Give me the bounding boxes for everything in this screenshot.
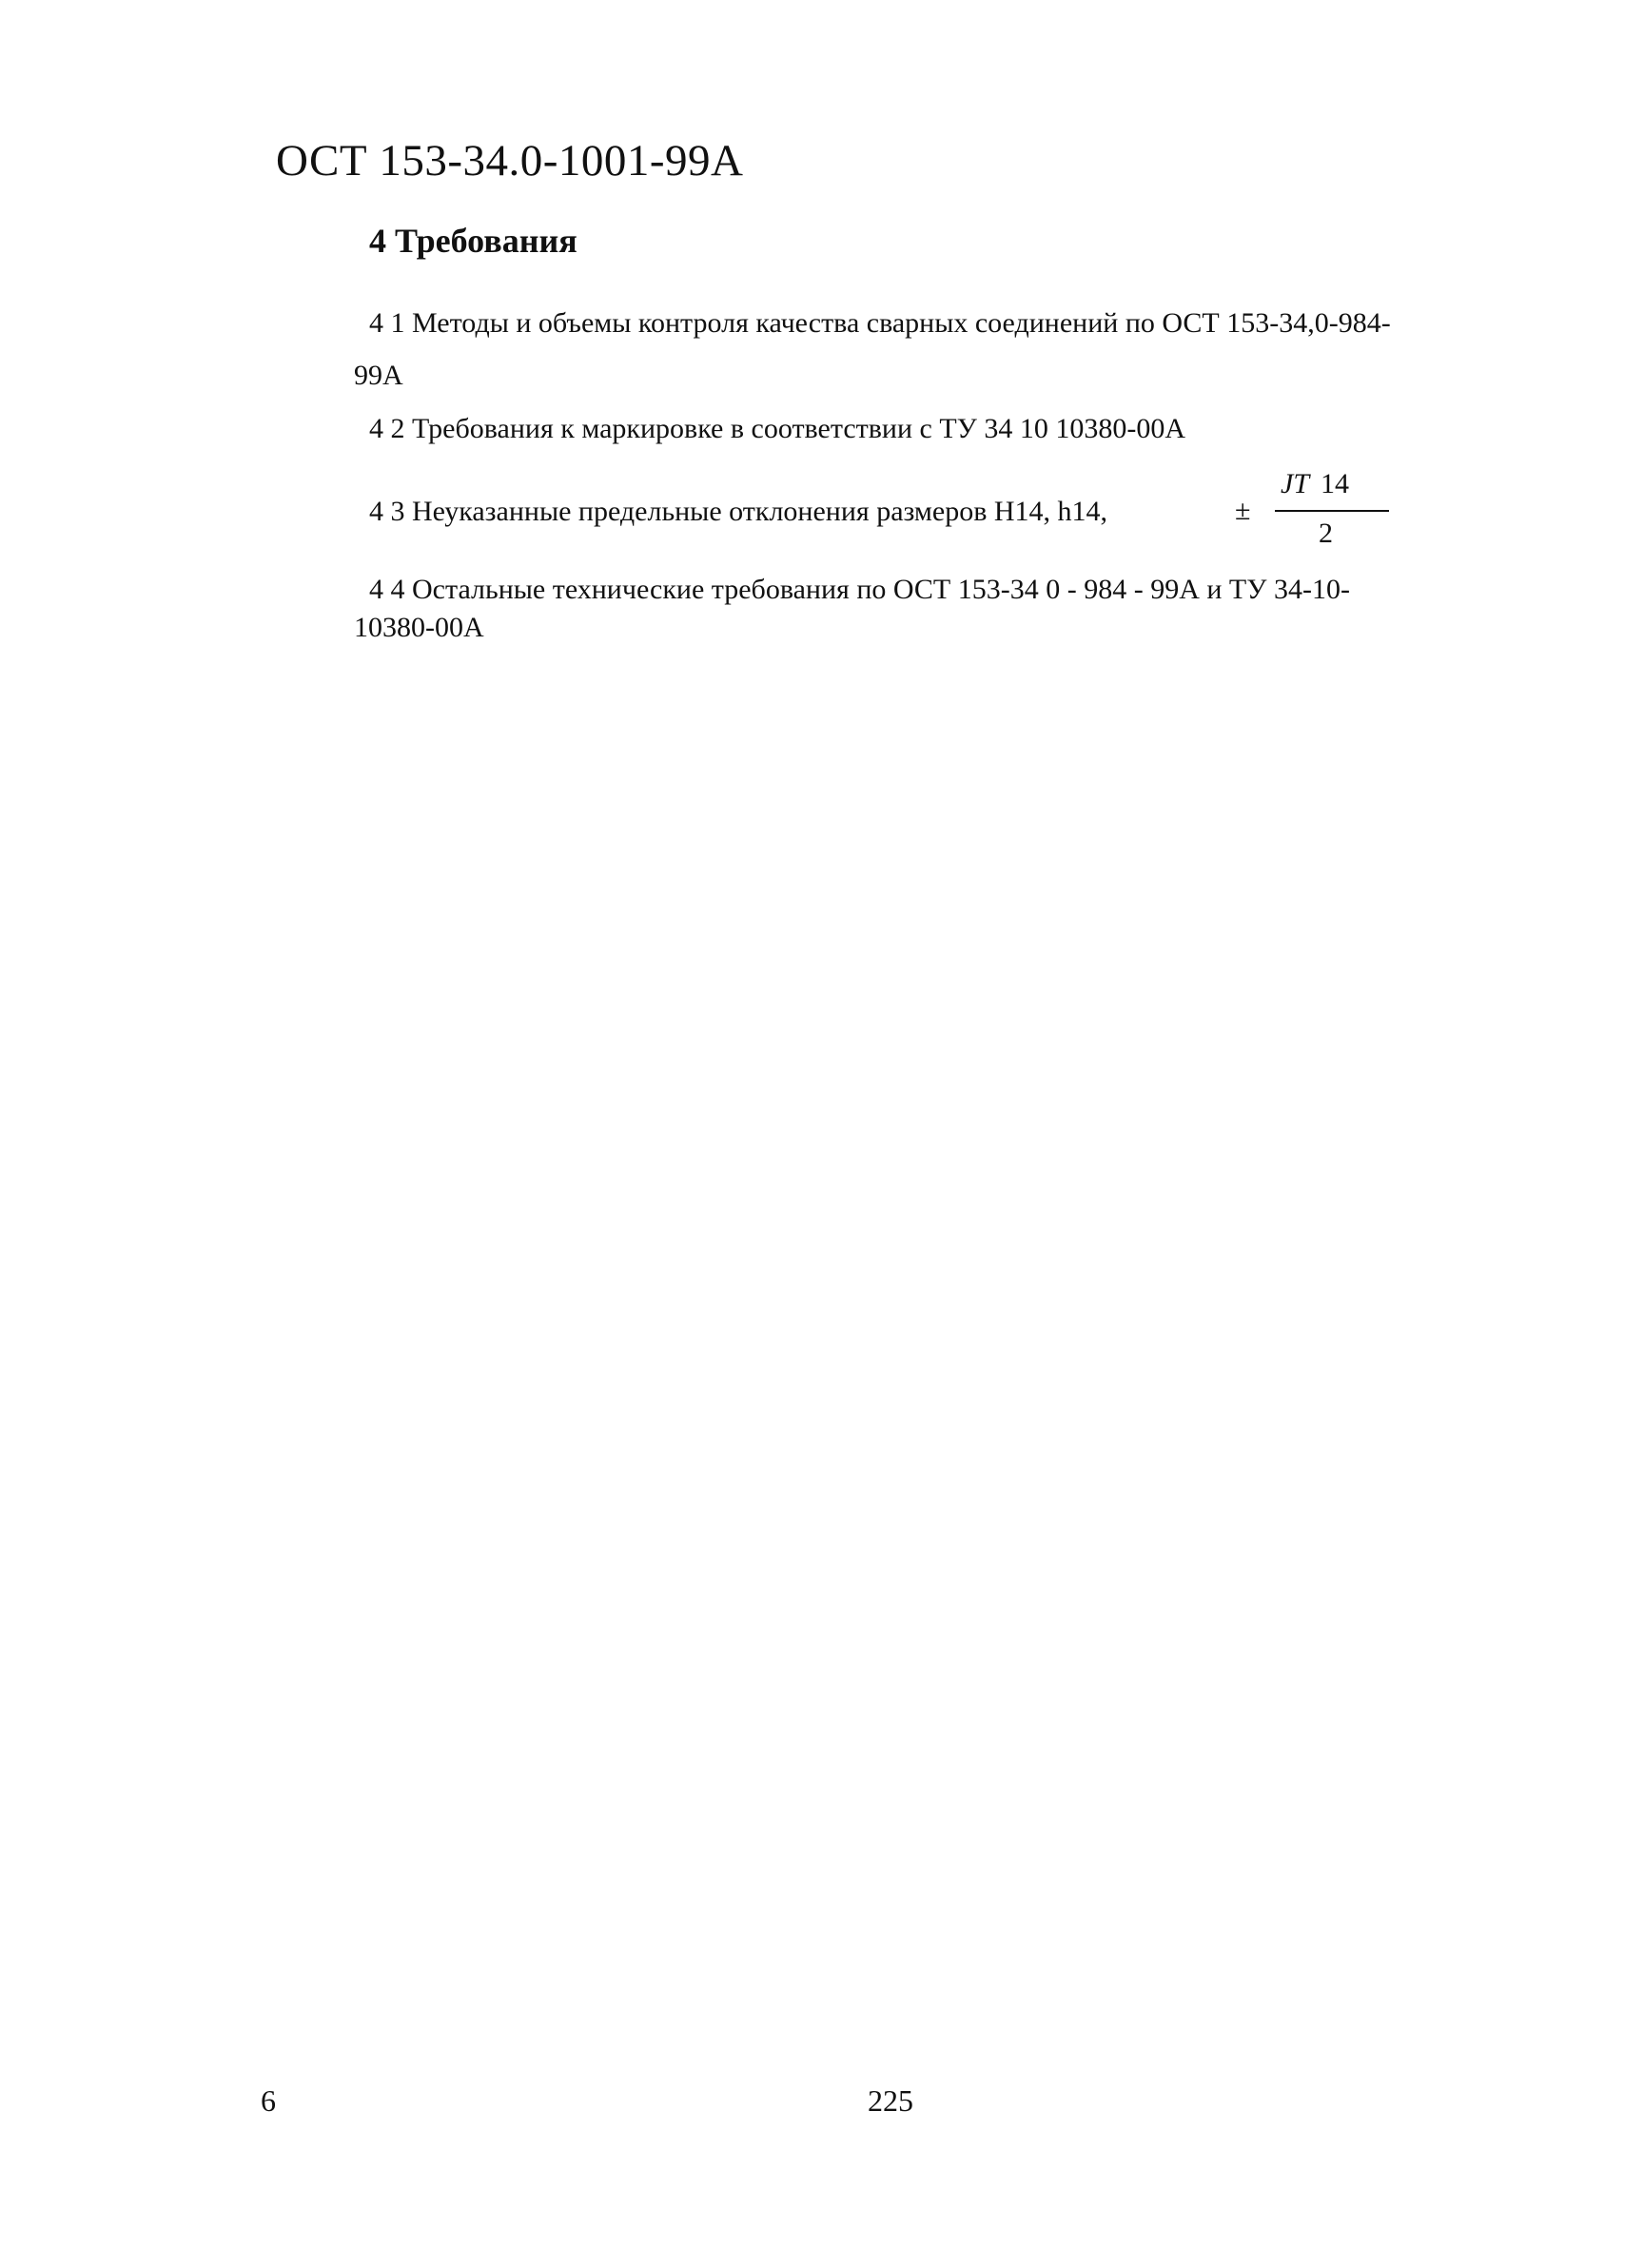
tolerance-formula (1235, 468, 1397, 554)
requirement-4-2: 4 2 Требования к маркировке в соответствии с ТУ 34 10 10380-00А (369, 413, 1186, 444)
plus-minus-sign: ± (1235, 495, 1251, 526)
formula-symbol: JT (1281, 468, 1309, 499)
document-code: ОСТ 153-34.0-1001-99А (276, 136, 744, 186)
requirement-4-1: 4 1 Методы и объемы контроля качества сварных соединений по ОСТ 153-34,0-984- (369, 307, 1391, 339)
requirement-4-4: 4 4 Остальные технические требования по ОСТ 153-34 0 - 984 - 99А и ТУ 34-10- (369, 574, 1350, 605)
requirement-4-1-continuation: 99А (354, 360, 403, 391)
requirement-4-3: 4 3 Неуказанные предельные отклонения размеров H14, h14, (369, 496, 1108, 527)
formula-numerator (1281, 468, 1349, 500)
page-number-left: 6 (261, 2083, 276, 2118)
formula-grade: 14 (1321, 468, 1349, 499)
page-number-center: 225 (868, 2083, 913, 2118)
section-heading: 4 Требования (369, 222, 577, 260)
requirement-4-4-continuation: 10380-00А (354, 612, 484, 643)
formula-denominator: 2 (1319, 518, 1333, 549)
fraction-line (1275, 510, 1389, 512)
